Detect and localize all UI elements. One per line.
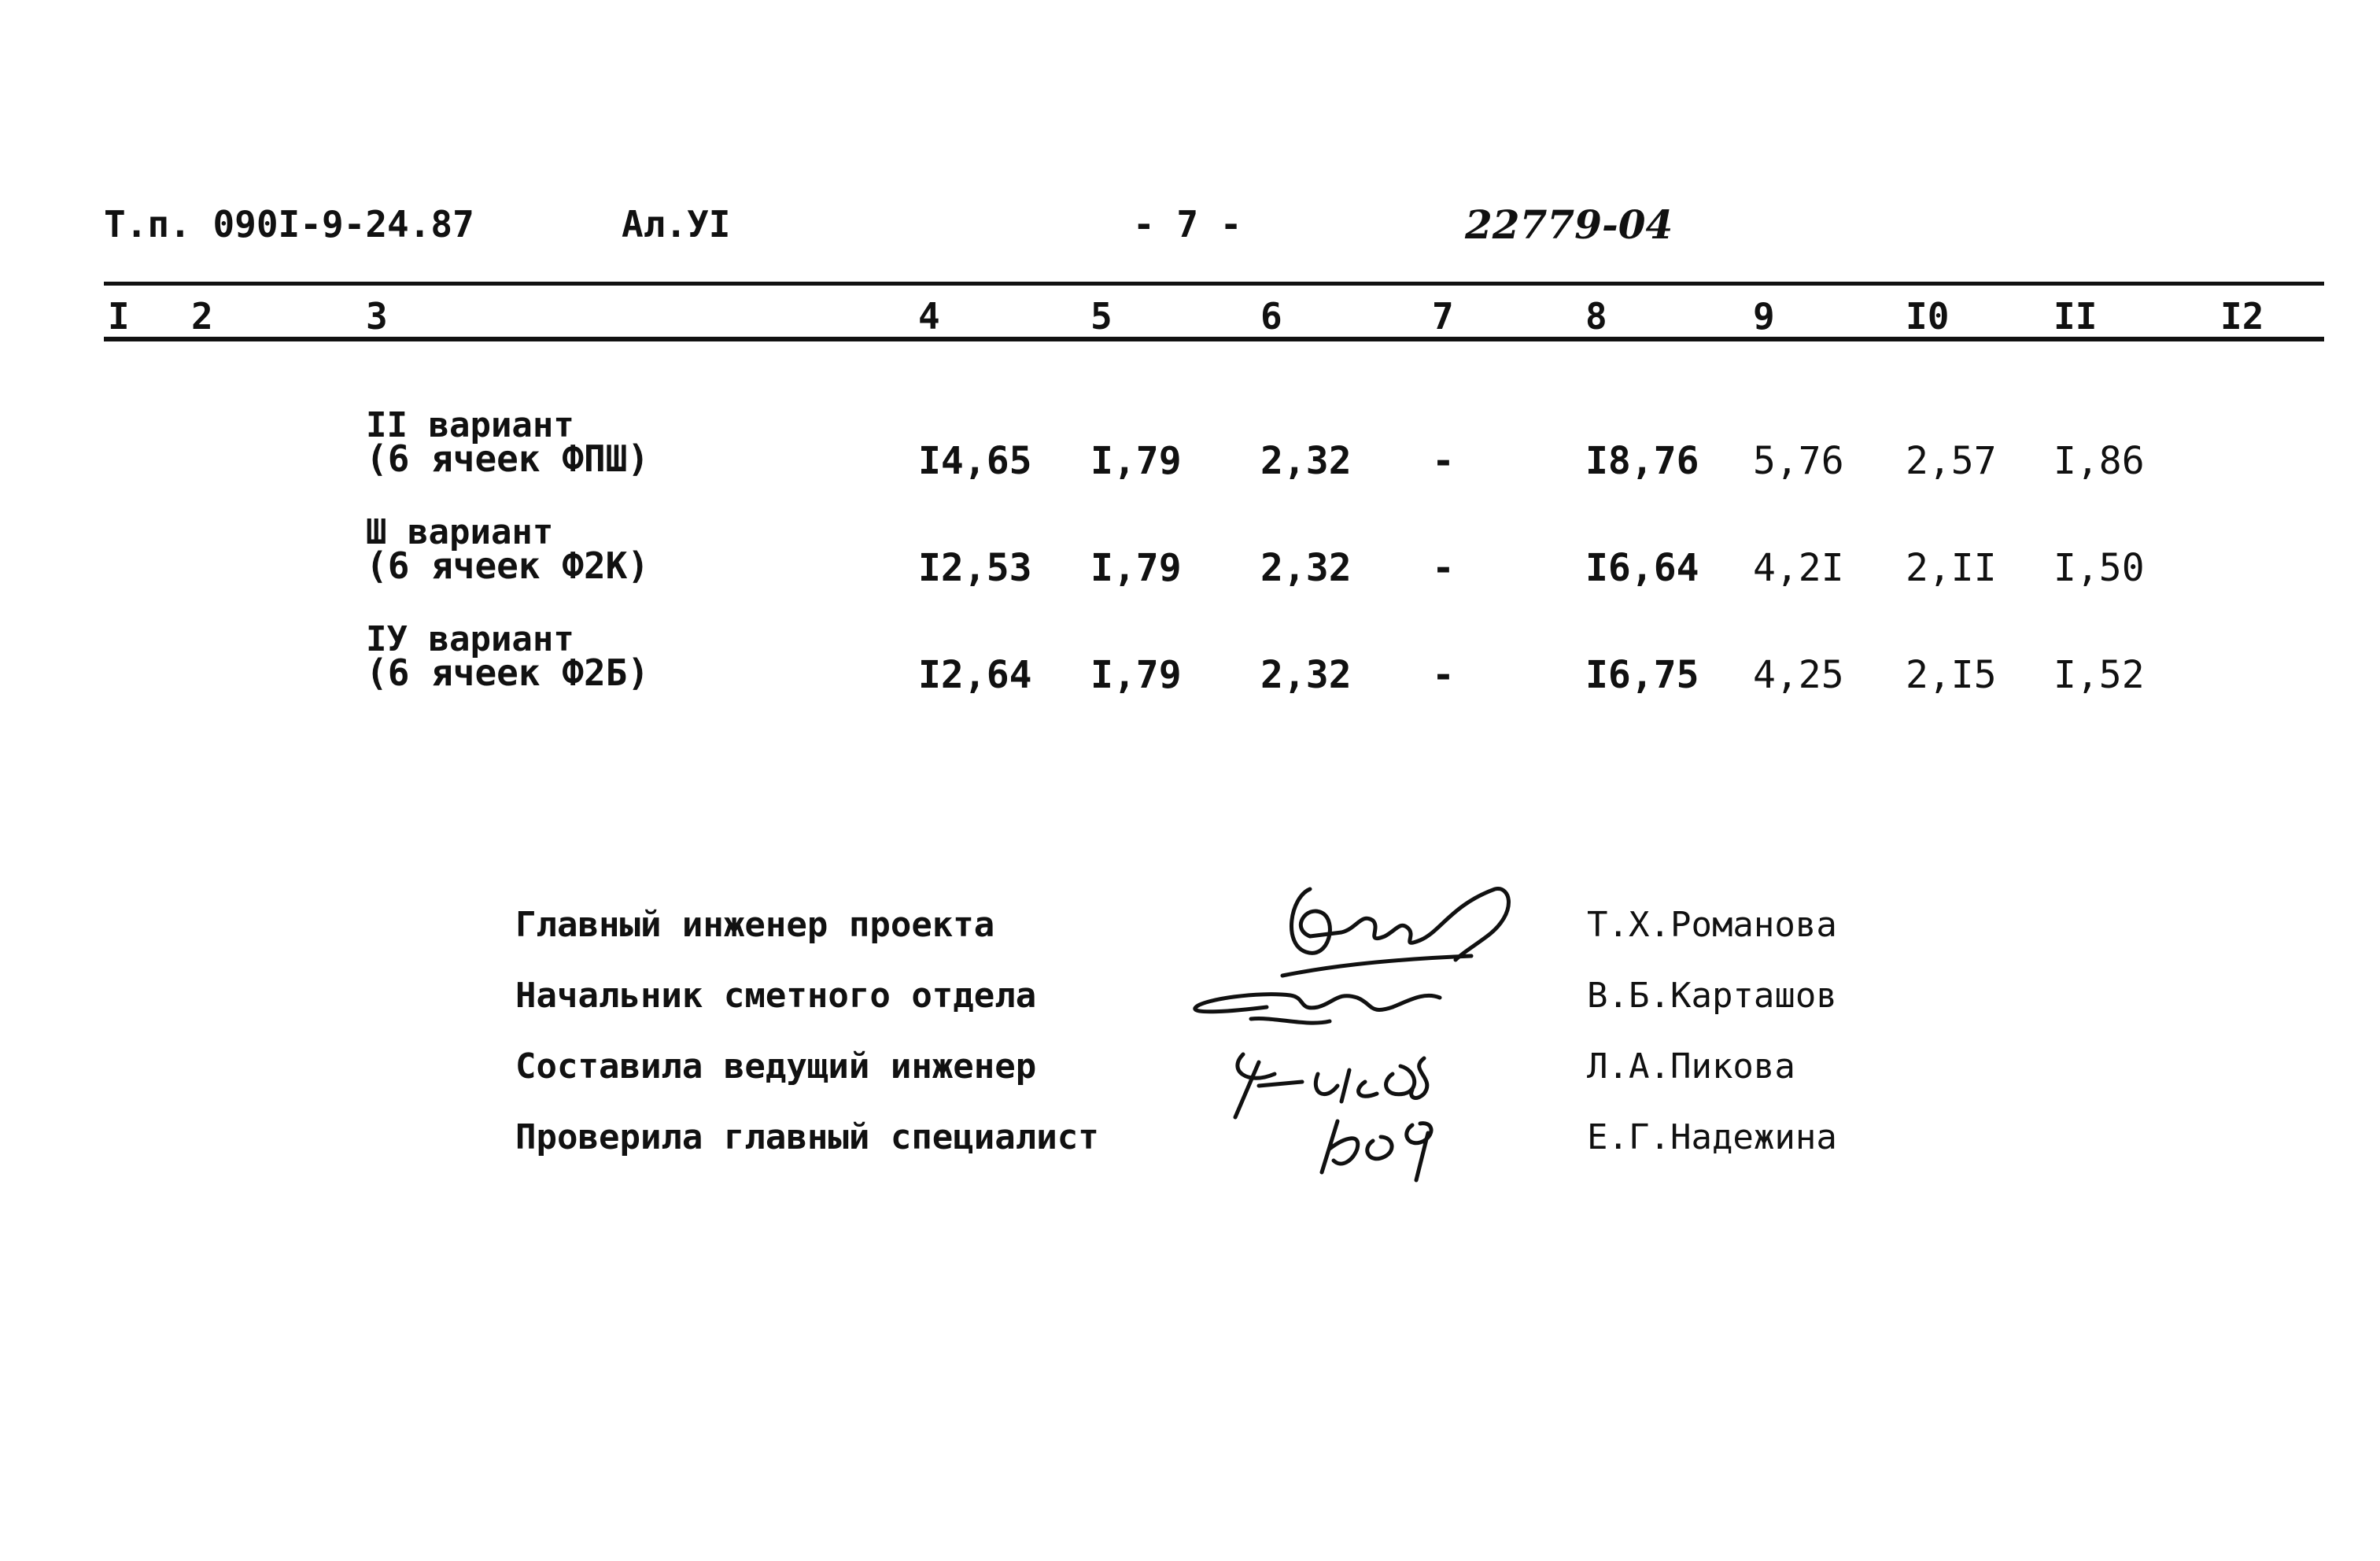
column-number: 7 [1432,295,1454,338]
column-number: 4 [918,295,940,338]
table-cell: I8,76 [1585,439,1699,483]
table-cell: 4,2I [1753,546,1844,590]
column-number: 9 [1753,295,1775,338]
table-cell: 4,25 [1753,653,1844,697]
album-label: Ал.УI [622,203,731,245]
column-number: 8 [1585,295,1607,338]
table-top-rule [104,282,2324,286]
row-label [366,619,650,694]
table-cell: 2,57 [1906,439,1997,483]
column-number: 2 [191,295,213,338]
column-number: 6 [1260,295,1282,338]
handwritten-signatures-icon [1172,858,1550,1188]
signature-role: Начальник сметного отдела [515,976,1037,1016]
table-cell: 2,II [1906,546,1997,590]
table-cell: I,86 [2053,439,2145,483]
row-label-detail: (6 ячеек Ф2К) [366,544,650,587]
table-cell: I2,64 [918,653,1032,697]
page-number: - 7 - [1133,203,1242,245]
column-number: I2 [2220,295,2264,338]
table-cell: I6,75 [1585,653,1699,697]
column-number: I0 [1906,295,1950,338]
table-cell: - [1432,439,1455,483]
table-cell: 2,32 [1260,439,1352,483]
table-cell: - [1432,653,1455,697]
row-label [366,405,650,480]
table-cell: I,52 [2053,653,2145,697]
table-cell: I,79 [1090,546,1182,590]
row-label-title: II вариант [366,405,574,445]
column-number: I [108,295,130,338]
table-header-rule [104,337,2324,341]
column-number: II [2053,295,2098,338]
signature-name: В.Б.Карташов [1587,976,1837,1016]
signature-name: Т.Х.Романова [1587,905,1837,945]
table-cell: I4,65 [918,439,1032,483]
signature-name: Л.А.Пикова [1587,1046,1795,1087]
signature-role: Проверила главный специалист [515,1117,1099,1157]
signature-name: Е.Г.Надежина [1587,1117,1837,1157]
row-label-title: Ш вариант [366,512,554,552]
table-cell: I,50 [2053,546,2145,590]
table-cell: 2,I5 [1906,653,1997,697]
column-number: 5 [1090,295,1113,338]
table-cell: I2,53 [918,546,1032,590]
document-code: 22779-04 [1465,201,1673,248]
table-cell: 2,32 [1260,546,1352,590]
table-cell: I6,64 [1585,546,1699,590]
row-label [366,512,650,587]
column-number: 3 [366,295,388,338]
table-cell: 5,76 [1753,439,1844,483]
row-label-detail: (6 ячеек ФПШ) [366,437,650,480]
table-cell: I,79 [1090,653,1182,697]
row-label-detail: (6 ячеек Ф2Б) [366,651,650,694]
signature-role: Составила ведущий инженер [515,1046,1037,1087]
table-cell: - [1432,546,1455,590]
row-label-title: IУ вариант [366,619,574,659]
doc-number: Т.п. 090I-9-24.87 [104,203,474,245]
table-cell: 2,32 [1260,653,1352,697]
signature-role: Главный инженер проекта [515,905,995,945]
table-cell: I,79 [1090,439,1182,483]
